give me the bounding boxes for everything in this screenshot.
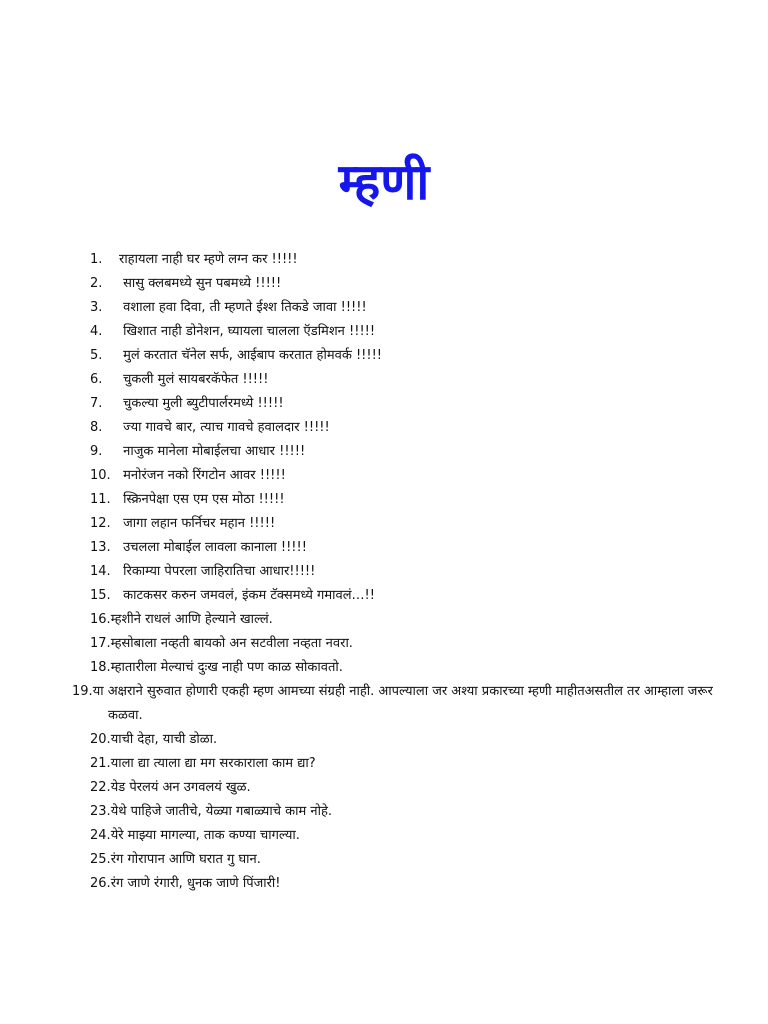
- item-number: 14.: [90, 564, 111, 579]
- list-item: [90, 608, 740, 632]
- list-item: [90, 416, 740, 440]
- item-text: येथे पाहिजे जातीचे, येळ्या गबाळ्याचे काम नोहे.: [110, 804, 332, 819]
- item-number: 12.: [90, 516, 111, 531]
- item-number: 5.: [90, 348, 103, 363]
- list-item: [90, 488, 740, 512]
- item-text: मनोरंजन नको रिंगटोन आवर !!!!!: [119, 468, 286, 483]
- item-number: 8.: [90, 420, 103, 435]
- list-item: [90, 632, 740, 656]
- item-text: नाजुक मानेला मोबाईलचा आधार !!!!!: [119, 444, 306, 459]
- item-text: म्हशीने राधलं आणि हेल्याने खाल्लं.: [110, 612, 273, 627]
- item-number: 4.: [90, 324, 103, 339]
- list-item: [90, 512, 740, 536]
- item-text: याची देहा, याची डोळा.: [110, 732, 218, 747]
- list-item: [90, 464, 740, 488]
- list-item: [90, 272, 740, 296]
- item-text: जागा लहान फर्निचर महान !!!!!: [119, 516, 276, 531]
- item-number: 1.: [90, 252, 103, 267]
- item-text: काटकसर करुन जमवलं, इंकम टॅक्समध्ये गमावलं…!!: [119, 588, 375, 603]
- item-number: 2.: [90, 276, 103, 291]
- item-text: स्क्रिनपेक्षा एस एम एस मोठा !!!!!: [119, 492, 285, 507]
- item-number: 19.: [72, 684, 93, 699]
- item-text: चुकल्या मुली ब्युटीपार्लरमध्ये !!!!!: [119, 396, 284, 411]
- item-text: चुकली मुलं सायबरकॅफेत !!!!!: [119, 372, 269, 387]
- item-number: 18.: [90, 660, 111, 675]
- list-item: [90, 872, 740, 896]
- list-item: [90, 560, 740, 584]
- list-item: [90, 248, 740, 272]
- item-text: रंग गोरापान आणि घरात गु घान.: [110, 852, 261, 867]
- list-item: [90, 392, 740, 416]
- list-item: [90, 536, 740, 560]
- list-item: [90, 824, 740, 848]
- item-text: उचलला मोबाईल लावला कानाला !!!!!: [119, 540, 307, 555]
- page-title: म्हणी: [338, 153, 430, 211]
- list-item: [90, 656, 740, 680]
- list-item: [90, 320, 740, 344]
- list-item: [90, 296, 740, 320]
- list-item: [90, 752, 740, 776]
- item-text: वशाला हवा दिवा, ती म्हणते ईश्श तिकडे जावा !!!!!: [119, 300, 367, 315]
- proverb-list: [72, 248, 740, 896]
- list-item: [90, 800, 740, 824]
- item-text: सासु क्लबमध्ये सुन पबमध्ये !!!!!: [119, 276, 282, 291]
- item-number: 16.: [90, 612, 111, 627]
- item-number: 6.: [90, 372, 103, 387]
- item-number: 17.: [90, 636, 111, 651]
- item-text: म्हसोबाला नव्हती बायको अन सटवीला नव्हता नवरा.: [110, 636, 353, 651]
- list-item: [90, 440, 740, 464]
- item-text: येड पेरलयं अन उगवलयं खुळ.: [110, 780, 251, 795]
- list-item: [90, 848, 740, 872]
- list-item: [90, 728, 740, 752]
- item-text: म्हातारीला मेल्याचं दुःख नाही पण काळ सोकावतो.: [110, 660, 343, 675]
- list-item: [90, 584, 740, 608]
- item-number: 10.: [90, 468, 111, 483]
- list-item: [90, 368, 740, 392]
- item-text: रिकाम्या पेपरला जाहिरातिचा आधार!!!!!: [119, 564, 316, 579]
- item-text: राहायला नाही घर म्हणे लग्न कर !!!!!: [119, 252, 298, 267]
- item-number: 25.: [90, 852, 111, 867]
- item-text: येरे माझ्या मागल्या, ताक कण्या चागल्या.: [110, 828, 300, 843]
- item-text: खिशात नाही डोनेशन, घ्यायला चालला ऍडमिशन !!!!!: [119, 324, 376, 339]
- item-text: मुलं करतात चॅनेल सर्फ, आईबाप करतात होमवर्क !!!!!: [119, 348, 383, 363]
- item-number: 20.: [90, 732, 111, 747]
- item-number: 11.: [90, 492, 111, 507]
- list-item: [90, 344, 740, 368]
- item-text: याला द्या त्याला द्या मग सरकाराला काम द्या?: [110, 756, 316, 771]
- item-number: 3.: [90, 300, 103, 315]
- list-item: [90, 776, 740, 800]
- item-text: रंग जाणे रंगारी, धुनक जाणे पिंजारी!: [110, 876, 281, 891]
- item-number: 7.: [90, 396, 103, 411]
- list-item: [72, 680, 740, 728]
- item-number: 22.: [90, 780, 111, 795]
- item-number: 13.: [90, 540, 111, 555]
- item-number: 21.: [90, 756, 111, 771]
- item-number: 26.: [90, 876, 111, 891]
- item-text: या अक्षराने सुरुवात होणारी एकही म्हण आमच्या संग्रही नाही. आपल्याला जर अश्या प्रकारच्या म्हणी माहीतअसतील तर आम्हाला जरूर कळवा.: [92, 684, 713, 723]
- item-number: 23.: [90, 804, 111, 819]
- item-number: 9.: [90, 444, 103, 459]
- item-number: 15.: [90, 588, 111, 603]
- item-number: 24.: [90, 828, 111, 843]
- item-text: ज्या गावचे बार, त्याच गावचे हवालदार !!!!!: [119, 420, 330, 435]
